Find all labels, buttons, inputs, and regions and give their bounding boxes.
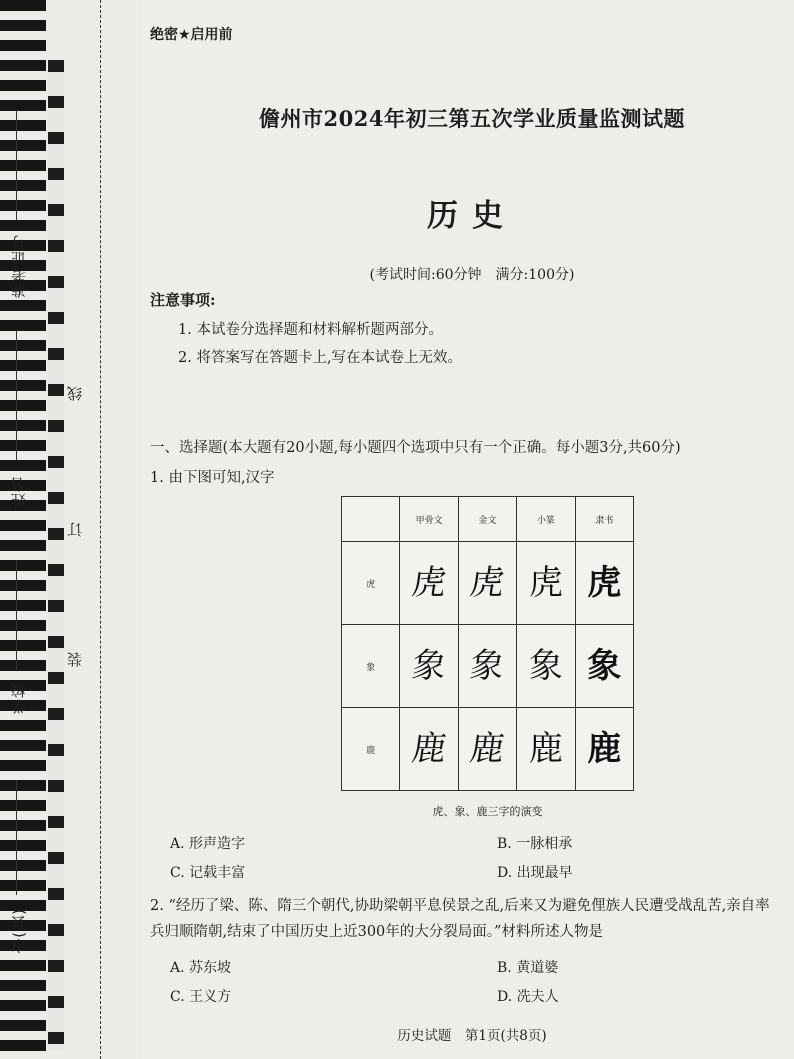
school-field[interactable] (16, 560, 17, 670)
glyph-seal: 虎 (517, 542, 575, 625)
table-header-row (342, 497, 634, 542)
secret-mark: 绝密★启用前 (150, 27, 233, 43)
notice-item: 1. 本试卷分选择题和材料解析题两部分。 (178, 322, 443, 338)
cut-mark-staple: 订 (66, 522, 84, 537)
row-label: 虎 (342, 542, 400, 625)
admission-number-label: 准考证号 (10, 234, 28, 298)
county-label: 市(县) (10, 908, 28, 954)
name-label: 姓名 (10, 476, 28, 508)
table-caption: 虎、象、鹿三字的演变 (432, 805, 543, 818)
table-row (342, 625, 634, 708)
q2-option-d[interactable]: D. 冼夫人 (497, 989, 559, 1005)
column-header: 金文 (458, 497, 516, 542)
subject-title: 历史 (427, 198, 517, 234)
page-footer: 历史试题 第1页(共8页) (397, 1028, 547, 1044)
school-label: 学校 (10, 682, 28, 714)
glyph-oracle: 虎 (400, 542, 458, 625)
binding-bars (48, 60, 64, 1050)
glyph-bronze: 象 (458, 625, 516, 708)
q1-option-b[interactable]: B. 一脉相承 (497, 836, 573, 852)
table-corner (342, 497, 400, 542)
binding-barcode (0, 0, 46, 1059)
cut-mark-bind: 装 (66, 652, 84, 667)
cut-dash-line (100, 0, 101, 1059)
glyph-clerical: 虎 (575, 542, 633, 625)
q1-option-a[interactable]: A. 形声造字 (170, 836, 246, 852)
section-heading: 一、选择题(本大题有20小题,每小题四个选项中只有一个正确。每小题3分,共60分) (150, 440, 681, 456)
admission-number-field[interactable] (16, 110, 17, 220)
table-row (342, 708, 634, 791)
glyph-seal: 鹿 (517, 708, 575, 791)
character-evolution-table (341, 496, 634, 791)
glyph-clerical: 鹿 (575, 708, 633, 791)
column-header: 小篆 (517, 497, 575, 542)
glyph-bronze: 虎 (458, 542, 516, 625)
question-1-stem: 1. 由下图可知,汉字 (150, 470, 275, 486)
glyph-oracle: 象 (400, 625, 458, 708)
county-field[interactable] (16, 780, 17, 895)
notice-heading: 注意事项: (150, 291, 216, 309)
q1-option-d[interactable]: D. 出现最早 (497, 865, 573, 881)
q1-option-c[interactable]: C. 记载丰富 (170, 865, 246, 881)
exam-info: (考试时间:60分钟 满分:100分) (369, 267, 575, 283)
column-header: 隶书 (575, 497, 633, 542)
q2-option-a[interactable]: A. 苏东坡 (170, 960, 232, 976)
glyph-seal: 象 (517, 625, 575, 708)
row-label: 鹿 (342, 708, 400, 791)
glyph-clerical: 象 (575, 625, 633, 708)
table-row (342, 542, 634, 625)
glyph-bronze: 鹿 (458, 708, 516, 791)
notice-item: 2. 将答案写在答题卡上,写在本试卷上无效。 (178, 350, 463, 366)
glyph-oracle: 鹿 (400, 708, 458, 791)
exam-title: 儋州市2024年初三第五次学业质量监测试题 (259, 106, 685, 131)
cut-mark-line: 线 (66, 386, 84, 401)
question-2-stem: 2. “经历了梁、陈、隋三个朝代,协助梁朝平息侯景之乱,后来又为避免俚族人民遭受战乱苦,亲自率兵归顺隋朝,结束了中国历史上近300年的大分裂局面。”材料所述人物是 (150, 898, 770, 940)
column-header: 甲骨文 (400, 497, 458, 542)
row-label: 象 (342, 625, 400, 708)
name-field[interactable] (16, 330, 17, 460)
q2-option-b[interactable]: B. 黄道婆 (497, 960, 559, 976)
q2-option-c[interactable]: C. 王义方 (170, 989, 232, 1005)
